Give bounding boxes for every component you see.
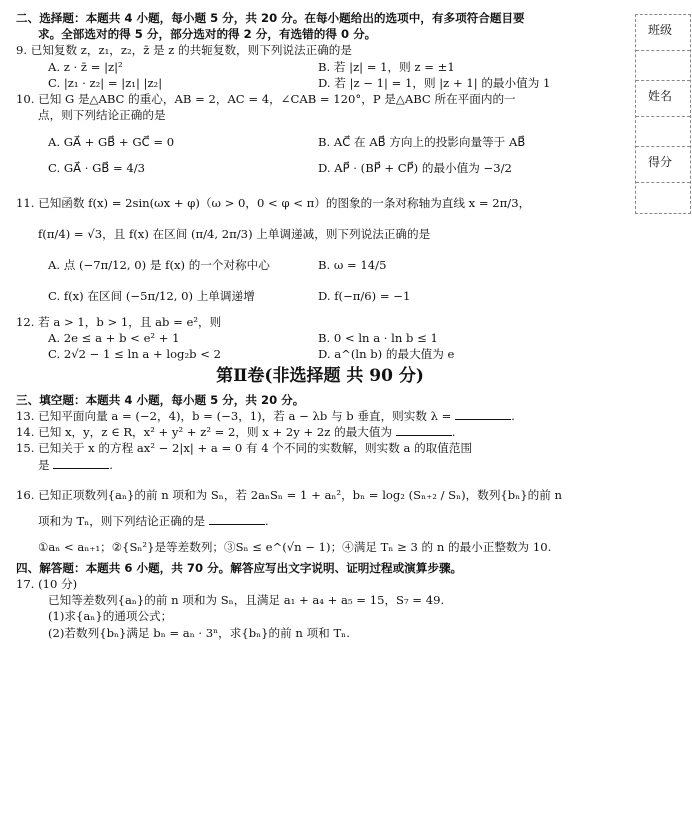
q13-text: 13. 已知平面向量 a = (−2，4)，b = (−3，1)，若 a − λb 与 b 垂直，则实数 λ = (16, 408, 452, 423)
q9-stem: 9. 已知复数 z，z₁，z₂，z̄ 是 z 的共轭复数，则下列说法正确的是 (16, 43, 352, 58)
q12-option-b: B. 0 < ln a · ln b ≤ 1 (318, 330, 438, 345)
q10-options-cd (16, 155, 624, 181)
q12-options-ab (16, 330, 624, 346)
q16-stem-cont-line: 项和为 Tₙ，则下列结论正确的是 . (38, 513, 269, 528)
q10-options-ab (16, 129, 624, 155)
q12-option-d: D. a^(ln b) 的最大值为 e (318, 346, 455, 361)
q10-stem: 10. 已知 G 是△ABC 的重心，AB = 2，AC = 4，∠CAB = 120°，P 是△ABC 所在平面内的一 (16, 92, 516, 107)
q15-stem-cont: 是 (38, 457, 50, 472)
q11-stem: 11. 已知函数 f(x) = 2sin(ωx + φ)（ω > 0，0 < φ < π）的图象的一条对称轴为直线 x = 2π/3， (16, 195, 531, 210)
q13: 13. 已知平面向量 a = (−2，4)，b = (−3，1)，若 a − λb 与 b 垂直，则实数 λ = . (16, 408, 515, 423)
q11-option-d: D. f(−π/6) = −1 (318, 288, 411, 303)
q9-option-b: B. 若 |z| = 1，则 z = ±1 (318, 59, 455, 74)
q16-stem: 16. 已知正项数列{aₙ}的前 n 项和为 Sₙ，若 2aₙSₙ = 1 + aₙ²，bₙ = log₂ (Sₙ₊₂ / Sₙ)，数列{bₙ}的前 n (16, 487, 562, 502)
q14-answer-blank (396, 425, 452, 436)
section-4-header: 四、解答题：本题共 6 小题，共 70 分。解答应写出文字说明、证明过程或演算步骤。 (16, 560, 463, 575)
name-label: 姓名 (636, 81, 690, 117)
q11-options-cd (16, 283, 624, 309)
section-2-header: 二、选择题：本题共 4 小题，每小题 5 分，共 20 分。在每小题给出的选项中，有多项符合题目要 (16, 11, 525, 25)
q10-option-b: B. AC⃗ 在 AB⃗ 方向上的投影向量等于 AB⃗ (318, 134, 526, 149)
q11-stem-cont: f(π/4) = √3，且 f(x) 在区间 (π/4, 2π/3) 上单调递减，则下列说法正确的是 (38, 226, 431, 241)
q12-option-c: C. 2√2 − 1 ≤ ln a + log₂b < 2 (48, 346, 222, 361)
q11-option-c: C. f(x) 在区间 (−5π/12, 0) 上单调递增 (48, 288, 255, 303)
q14-text: 14. 已知 x，y，z ∈ R，x² + y² + z² = 2，则 x + 2y + 2z 的最大值为 (16, 425, 393, 440)
exam-content (16, 10, 624, 641)
section-3-header: 三、填空题：本题共 4 小题，每小题 5 分，共 20 分。 (16, 392, 305, 407)
q9-option-d: D. 若 |z − 1| = 1，则 |z + 1| 的最小值为 1 (318, 75, 551, 90)
part-2-title: 第Ⅱ卷(非选择题 共 90 分) (216, 366, 424, 387)
q10-stem-cont: 点，则下列结论正确的是 (38, 108, 166, 123)
q11-option-b: B. ω = 14/5 (318, 257, 387, 272)
section-2-header-cont: 求。全部选对的得 5 分，部分选对的得 2 分，有选错的得 0 分。 (38, 27, 377, 42)
class-field[interactable] (636, 51, 690, 81)
q12-stem: 12. 若 a > 1，b > 1，且 ab = e²，则 (16, 314, 222, 329)
q9-option-a: A. z · z̄ = |z|² (48, 59, 123, 74)
q10-option-a: A. GA⃗ + GB⃗ + GC⃗ = 0 (48, 134, 175, 149)
q10-option-c: C. GA⃗ · GB⃗ = 4/3 (48, 160, 146, 175)
q11-options-ab (16, 252, 624, 278)
q11-option-a: A. 点 (−7π/12, 0) 是 f(x) 的一个对称中心 (48, 257, 270, 272)
q9-options-cd (16, 75, 624, 91)
q17-stem: 17. (10 分) (16, 577, 78, 591)
name-field[interactable] (636, 117, 690, 147)
q10-option-d: D. AP⃗ · (BP⃗ + CP⃗) 的最小值为 −3/2 (318, 160, 512, 175)
q17-part-1: (1)求{aₙ}的通项公式； (48, 609, 173, 624)
q14: 14. 已知 x，y，z ∈ R，x² + y² + z² = 2，则 x + 2y + 2z 的最大值为 . (16, 425, 456, 440)
score-label: 得分 (636, 147, 690, 183)
q13-answer-blank (455, 409, 511, 420)
score-field[interactable] (636, 183, 690, 213)
q15-stem-cont-line: 是 . (38, 457, 113, 472)
q9-option-c: C. |z₁ · z₂| = |z₁| |z₂| (48, 75, 163, 90)
q12-options-cd (16, 346, 624, 362)
q17-part-2: (2)若数列{bₙ}满足 bₙ = aₙ · 3ⁿ，求{bₙ}的前 n 项和 Tₙ. (48, 625, 350, 640)
q12-option-a: A. 2e ≤ a + b < e² + 1 (48, 330, 180, 345)
class-label: 班级 (636, 15, 690, 51)
q16-items: ①aₙ < aₙ₊₁；②{Sₙ²}是等差数列；③Sₙ ≤ e^(√n − 1)；④满足 Tₙ ≥ 3 的 n 的最小正整数为 10. (38, 539, 552, 554)
q16-stem-cont: 项和为 Tₙ，则下列结论正确的是 (38, 513, 206, 528)
q15-stem: 15. 已知关于 x 的方程 ax² − 2|x| + a = 0 有 4 个不同的实数解，则实数 a 的取值范围 (16, 441, 473, 456)
q9-options-ab (16, 59, 624, 75)
q17-given: 已知等差数列{aₙ}的前 n 项和为 Sₙ，且满足 a₁ + a₄ + a₅ = 15，S₇ = 49. (48, 593, 445, 608)
q16-answer-blank (209, 514, 265, 525)
student-info-box (635, 14, 691, 214)
q15-answer-blank (53, 458, 109, 469)
